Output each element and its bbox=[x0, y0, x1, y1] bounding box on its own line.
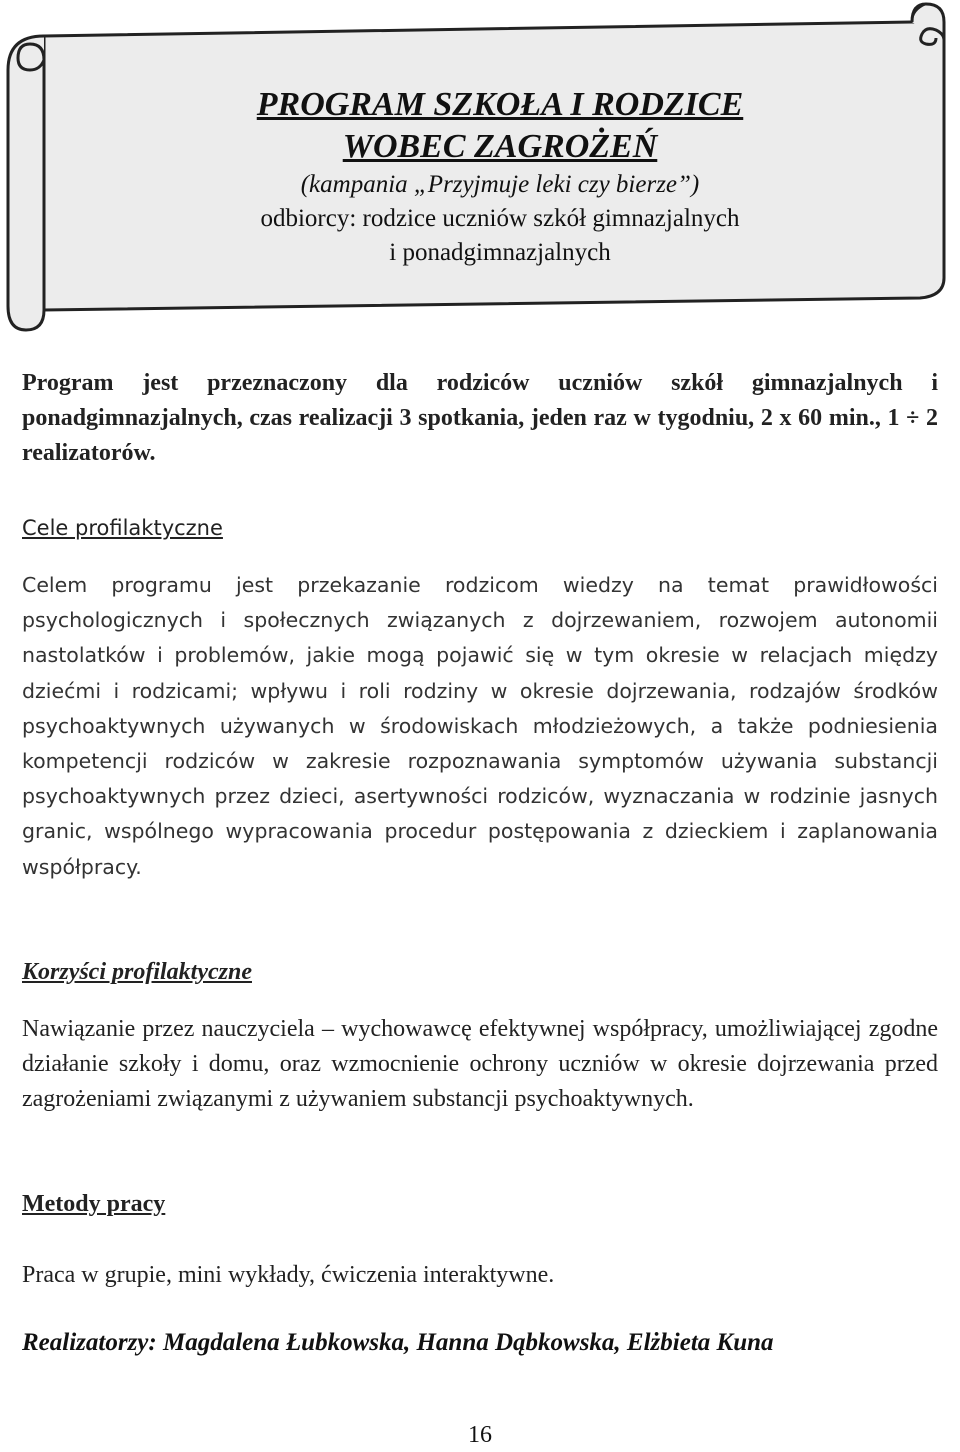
banner-title-line2: WOBEC ZAGROŻEŃ bbox=[342, 128, 658, 165]
banner-audience-line2: i ponadgimnazjalnych bbox=[389, 239, 611, 266]
scroll-banner bbox=[0, 0, 960, 340]
section-text-metody: Praca w grupie, mini wykłady, ćwiczenia interaktywne. bbox=[22, 1262, 555, 1288]
banner-audience-line1: odbiorcy: rodzice uczniów szkół gimnazjalnych bbox=[260, 205, 740, 232]
banner-title-line1: PROGRAM SZKOŁA I RODZICE bbox=[256, 86, 744, 123]
section-heading-korzysci: Korzyści profilaktyczne bbox=[22, 959, 252, 985]
banner-subtitle: (kampania „Przyjmuje leki czy bierze”) bbox=[300, 171, 700, 198]
scroll-left-roll bbox=[8, 36, 44, 330]
page-number: 16 bbox=[468, 1422, 492, 1448]
banner-text bbox=[60, 84, 940, 270]
section-text-korzysci: Nawiązanie przez nauczyciela – wychowawcę efektywnej współpracy, umożliwiającej zgodne działanie szkoły i domu, oraz wzmocnienie ochrony uczniów w okresie dojrzewania przed zagrożeniami związanymi z używaniem substancji psychoaktywnych. bbox=[22, 1016, 938, 1112]
section-text-cele: Celem programu jest przekazanie rodzicom wiedzy na temat prawidłowości psychologicznych i społecznych związanych z dojrzewaniem, rozwojem autonomii nastolatków i problemów, jakie mogą pojawić się w tym okresie w relacjach między dziećmi i rodzicami; wpływu i roli rodziny w okresie dojrzewania, rodzajów środków psychoaktywnych używanych w środowiskach młodzieżowych, a także podniesienia kompetencji rodziców w zakresie rozpoznawania symptomów używania substancji psychoaktywnych przez dzieci, asertywności rodziców, wyznaczania w rodzinie jasnych granic, wspólnego wypracowania procedur postępowania z dzieckiem i zaplanowania współpracy. bbox=[22, 573, 938, 879]
section-heading-cele: Cele profilaktyczne bbox=[22, 516, 223, 540]
realizatorzy: Realizatorzy: Magdalena Łubkowska, Hanna Dąbkowska, Elżbieta Kuna bbox=[22, 1329, 774, 1356]
intro-paragraph: Program jest przeznaczony dla rodziców uczniów szkół gimnazjalnych i ponadgimnazjalnych, czas realizacji 3 spotkania, jeden raz w tygodniu, 2 x 60 min., 1 ÷ 2 realizatorów. bbox=[22, 370, 938, 466]
section-heading-metody: Metody pracy bbox=[22, 1191, 166, 1217]
